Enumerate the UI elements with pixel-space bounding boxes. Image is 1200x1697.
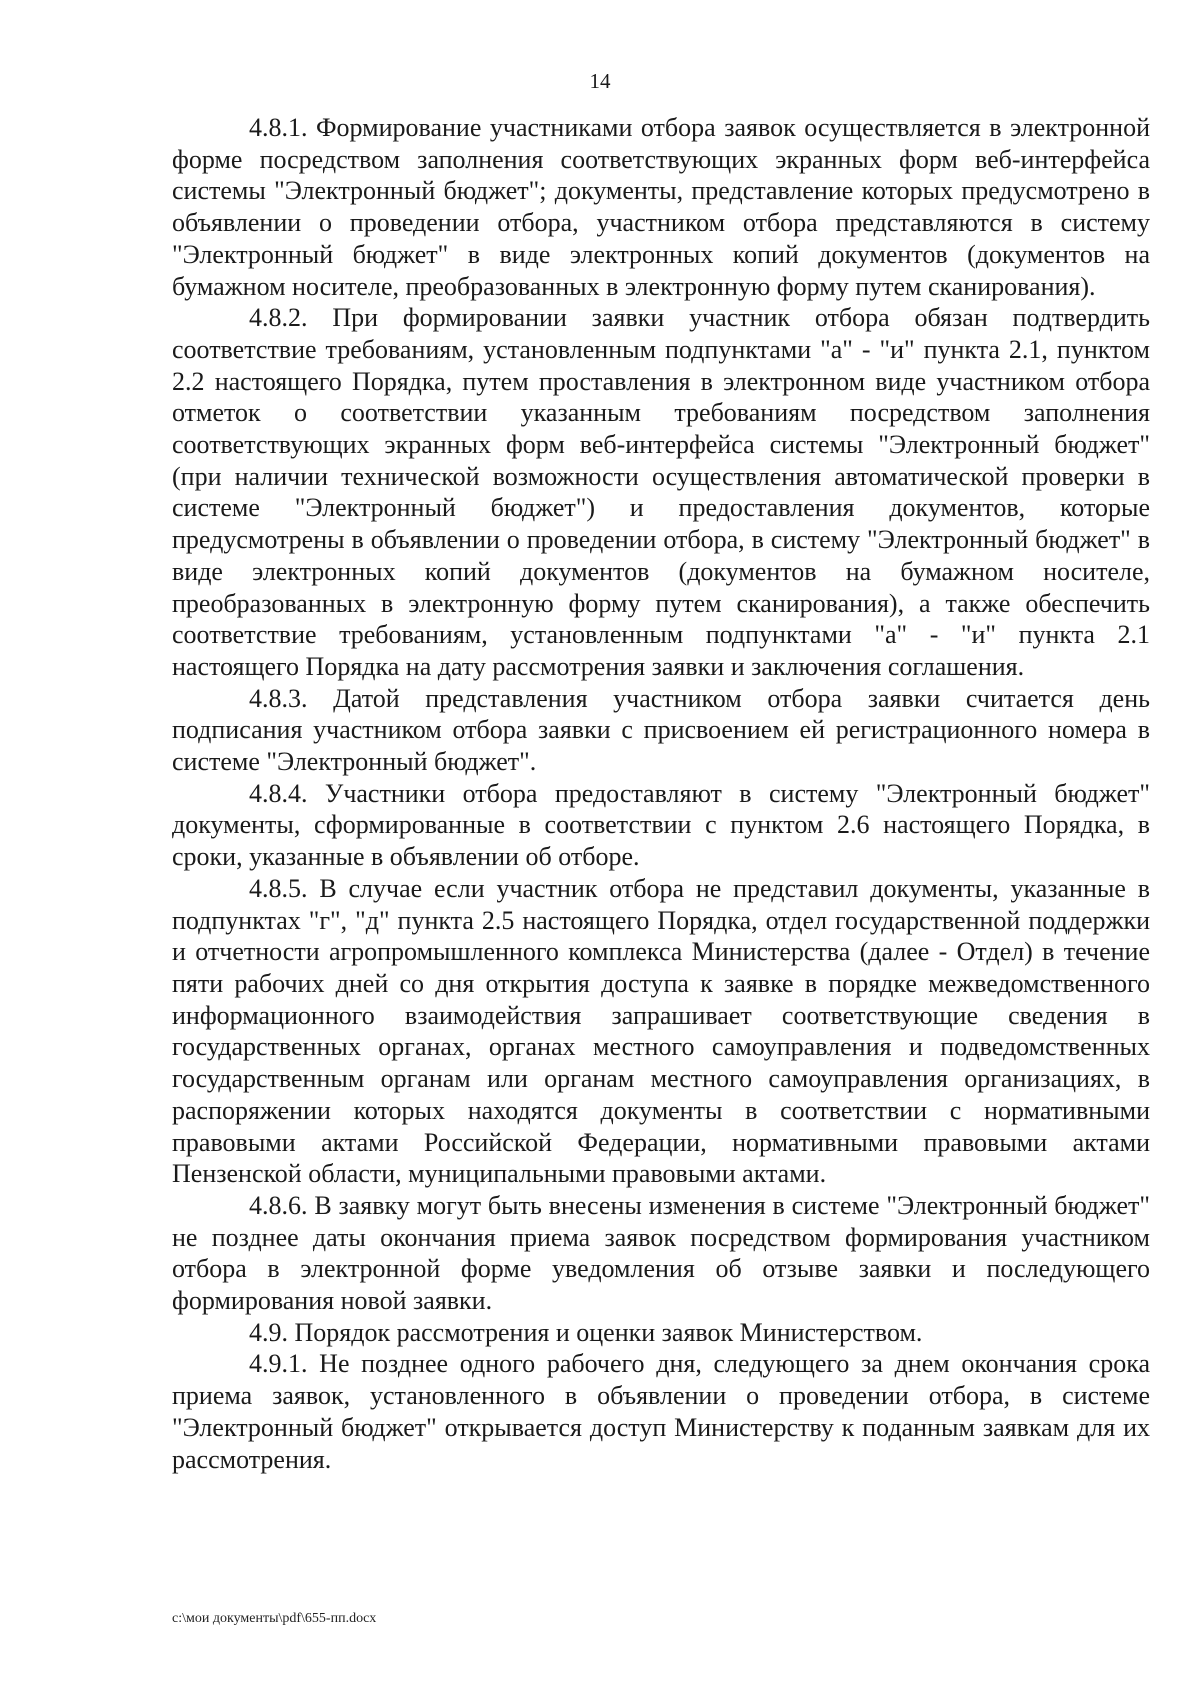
page-number: 14 bbox=[589, 69, 611, 93]
paragraph-4-9-1: 4.9.1. Не позднее одного рабочего дня, следующего за днем окончания срока приема заявок, установленного в объявлении о проведении отбора, в системе "Электронный бюджет" открывается доступ Министерству к поданным заявкам для их рассмотрения. bbox=[172, 1349, 1150, 1474]
paragraph-4-8-3: 4.8.3. Датой представления участником отбора заявки считается день подписания участником отбора заявки с присвоением ей регистрационного номера в системе "Электронный бюджет". bbox=[172, 683, 1150, 777]
paragraph-4-8-2: 4.8.2. При формировании заявки участник отбора обязан подтвердить соответствие требованиям, установленным подпунктами "а" - "и" пункта 2.1, пунктом 2.2 настоящего Порядка, путем проставления в электронном виде участником отбора отметок о соответствии указанным требованиям посредством заполнения соответствующих экранных форм веб-интерфейса системы "Электронный бюджет" (при наличии технической возможности осуществления автоматической проверки в системе "Электронный бюджет") и предоставления документов, которые предусмотрены в объявлении о проведении отбора, в систему "Электронный бюджет" в виде электронных копий документов (документов на бумажном носителе, преобразованных в электронную форму путем сканирования), а также обеспечить соответствие требованиям, установленным подпунктами "а" - "и" пункта 2.1 настоящего Порядка на дату рассмотрения заявки и заключения соглашения. bbox=[172, 303, 1150, 681]
paragraph-4-8-4: 4.8.4. Участники отбора предоставляют в систему "Электронный бюджет" документы, сформированные в соответствии с пунктом 2.6 настоящего Порядка, в сроки, указанные в объявлении об отборе. bbox=[172, 778, 1150, 872]
paragraph-4-8-5: 4.8.5. В случае если участник отбора не представил документы, указанные в подпунктах "г", "д" пункта 2.5 настоящего Порядка, отдел государственной поддержки и отчетности агропромышленного комплекса Министерства (далее - Отдел) в течение пяти рабочих дней со дня открытия доступа к заявке в порядке межведомственного информационного взаимодействия запрашивает соответствующие сведения в государственных органах, органах местного самоуправления и подведомственных государственным органам или органам местного самоуправления организациях, в распоряжении которых находятся документы в соответствии с нормативными правовыми актами Российской Федерации, нормативными правовыми актами Пензенской области, муниципальными правовыми актами. bbox=[172, 873, 1150, 1189]
paragraph-4-8-1: 4.8.1. Формирование участниками отбора заявок осуществляется в электронной форме посредством заполнения соответствующих экранных форм веб-интерфейса системы "Электронный бюджет"; документы, представление которых предусмотрено в объявлении о проведении отбора, участником отбора представляются в систему "Электронный бюджет" в виде электронных копий документов (документов на бумажном носителе, преобразованных в электронную форму путем сканирования). bbox=[172, 113, 1150, 301]
document-body bbox=[172, 112, 1150, 1475]
paragraph-4-9: 4.9. Порядок рассмотрения и оценки заявок Министерством. bbox=[249, 1317, 923, 1347]
paragraph-4-8-6: 4.8.6. В заявку могут быть внесены изменения в системе "Электронный бюджет" не позднее даты окончания приема заявок посредством формирования участником отбора в электронной форме уведомления об отзыве заявки и последующего формирования новой заявки. bbox=[172, 1190, 1150, 1316]
footer-file-path: c:\мои документы\pdf\655-пп.docx bbox=[172, 1611, 377, 1626]
